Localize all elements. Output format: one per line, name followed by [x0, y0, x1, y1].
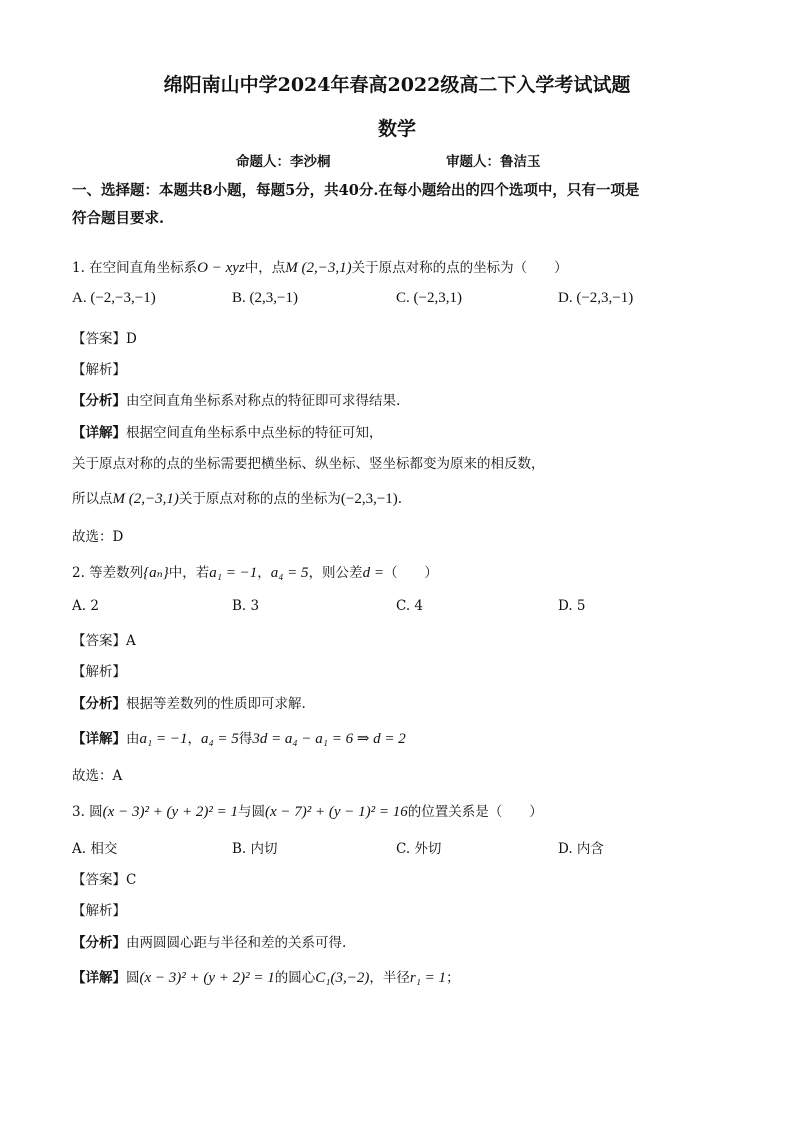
section-heading-line2: 符合题目要求.	[72, 210, 165, 227]
exam-title: 绵阳南山中学2024年春高2022级高二下入学考试试题	[163, 74, 631, 96]
q1-system: O − xyz	[197, 260, 245, 276]
q1-answer: 【答案】D	[72, 331, 137, 347]
q2-option-d: D. 5	[558, 598, 586, 614]
q2-xiangjie: 【详解】由a₁ = −1，a₄ = 5得3d = a₄ − a₁ = 6 ⇒ d = 2	[72, 731, 406, 747]
q3-answer: 【答案】C	[72, 872, 137, 888]
q3-option-a: A. 相交	[72, 841, 118, 857]
section-heading	[72, 177, 722, 233]
q2-analysis: 【解析】	[72, 664, 126, 680]
q3-option-b: B. 内切	[232, 841, 278, 857]
q1-xiangjie: 【详解】根据空间直角坐标系中点坐标的特征可知，	[72, 425, 383, 441]
q3-stem: 3. 圆(x − 3)² + (y + 2)² = 1与圆(x − 7)² + (y − 1)² = 16的位置关系是（ ）	[72, 804, 543, 820]
q1-fenxi: 【分析】由空间直角坐标系对称点的特征即可求得结果.	[72, 393, 401, 409]
exam-subject: 数学	[377, 118, 416, 140]
q2-stem: 2. 等差数列{aₙ}中，若a₁ = −1，a₄ = 5，则公差d =（ ）	[72, 565, 438, 581]
q3-option-c: C. 外切	[396, 841, 442, 857]
reviewer: 审题人：鲁洁玉	[446, 154, 541, 170]
q3-fenxi: 【分析】由两圆圆心距与半径和差的关系可得.	[72, 935, 347, 951]
q2-choose: 故选：A	[72, 768, 123, 784]
q1-option-b: B. (2,3,−1)	[232, 290, 298, 306]
q2-answer: 【答案】A	[72, 633, 136, 649]
q1-option-d: D. (−2,3,−1)	[558, 290, 634, 306]
section-heading-line1: 一、选择题：本题共8小题，每题5分，共40分.在每小题给出的四个选项中，只有一项是	[72, 182, 640, 199]
q1-option-a: A. (−2,−3,−1)	[72, 290, 156, 306]
q3-xiangjie: 【详解】圆(x − 3)² + (y + 2)² = 1的圆心C₁(3,−2)，半径r₁ = 1；	[72, 970, 460, 986]
q1-explain-line3: 所以点M (2,−3,1)关于原点对称的点的坐标为(−2,3,−1).	[72, 491, 403, 507]
q1-stem: 1. 在空间直角坐标系O − xyz中，点M (2,−3,1)关于原点对称的点的坐标为（ ）	[72, 260, 568, 276]
q3-option-d: D. 内含	[558, 841, 604, 857]
q2-fenxi: 【分析】根据等差数列的性质即可求解.	[72, 696, 306, 712]
setter: 命题人：李沙桐	[236, 154, 331, 170]
q1-choose: 故选：D	[72, 529, 124, 545]
q1-analysis: 【解析】	[72, 362, 126, 378]
q2-option-c: C. 4	[396, 598, 424, 614]
q1-option-c: C. (−2,3,1)	[396, 290, 462, 306]
q1-point: M (2,−3,1)	[285, 260, 352, 276]
q1-explain-line2: 关于原点对称的点的坐标需要把横坐标、纵坐标、竖坐标都变为原来的相反数，	[72, 456, 545, 472]
q2-option-a: A. 2	[72, 598, 99, 614]
q3-analysis: 【解析】	[72, 903, 126, 919]
q2-option-b: B. 3	[232, 598, 260, 614]
